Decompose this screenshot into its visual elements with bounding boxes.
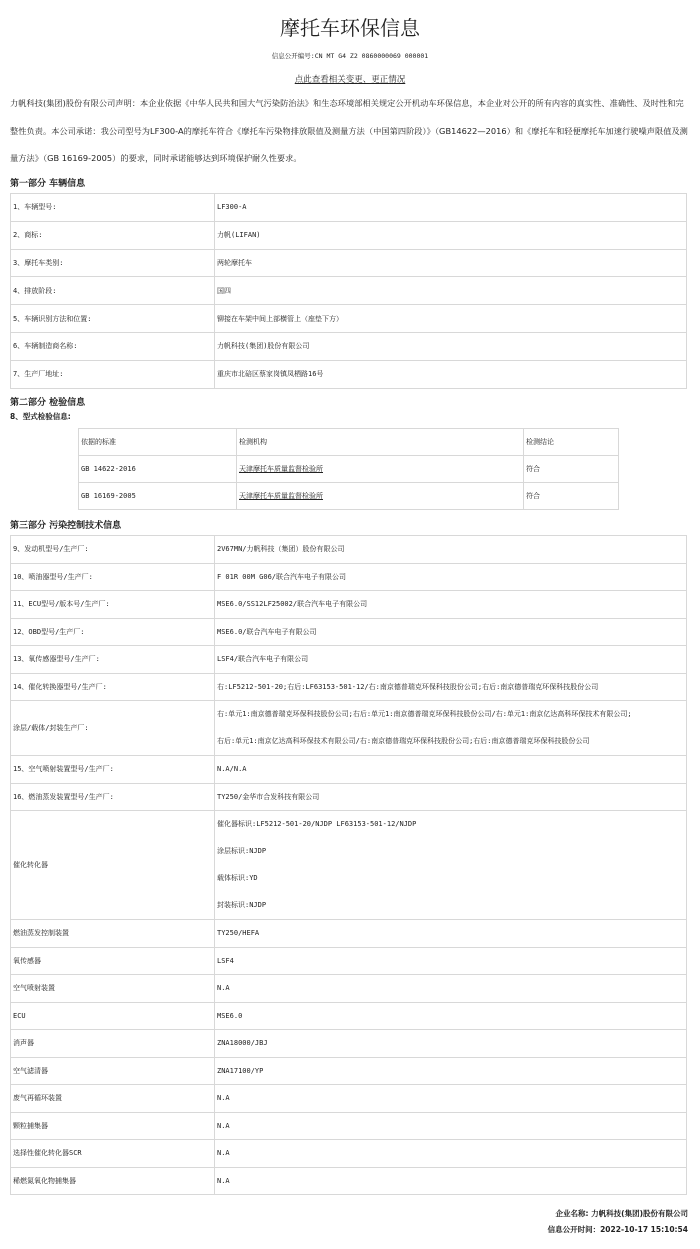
row-label: 空气喷射装置 [11,975,215,1003]
row-label: 7、生产厂地址: [11,360,215,388]
row-label: 14、催化转换器型号/生产厂: [11,673,215,701]
standard-cell: GB 14622-2016 [79,456,237,483]
row-label: 氧传感器 [11,947,215,975]
table-row [11,1085,687,1113]
row-value: 力帆科技(集团)股份有限公司 [215,332,687,360]
table-row [11,221,687,249]
row-value: 铆接在车架中间上部横管上（座垫下方） [215,305,687,333]
info-number: 信息公开编号:CN MT G4 Z2 0860000069 000001 [271,52,429,60]
row-value: TY250/金华市合发科技有限公司 [215,783,687,811]
row-value [215,701,687,756]
table-row [11,947,687,975]
row-value: MSE6.0 [215,1002,687,1030]
row-value: LSF4 [215,947,687,975]
row-value: LSF4/联合汽车电子有限公司 [215,646,687,674]
table-row [11,1140,687,1168]
table-row [11,975,687,1003]
table-row [11,277,687,305]
table-row [11,563,687,591]
value-line: 右:单元1:南京德普瑞克环保科技股份公司;右后:单元1:南京德普瑞克环保科技股份公司/右:单元1:南京亿达高科环保技术有限公司; [217,710,632,718]
company-name: 企业名称: 力帆科技(集团)股份有限公司 [555,1209,688,1218]
table-row [79,483,619,510]
row-value: ZNA18000/JBJ [215,1030,687,1058]
row-label: 12、OBD型号/生产厂: [11,618,215,646]
table-row [11,305,687,333]
agency-cell [237,483,524,510]
row-label: 选择性催化转化器SCR [11,1140,215,1168]
row-label: 9、发动机型号/生产厂: [11,536,215,564]
row-value: N.A/N.A [215,756,687,784]
value-line: 封装标识:NJDP [217,901,267,909]
result-cell: 符合 [524,456,619,483]
pollution-control-table [10,535,687,1195]
row-label: 16、燃油蒸发装置型号/生产厂: [11,783,215,811]
table-row [11,756,687,784]
changes-link[interactable]: 点此查看相关变更、更正情况 [294,75,406,85]
table-row [11,1057,687,1085]
row-value: N.A [215,1167,687,1195]
part1-heading: 第一部分 车辆信息 [10,179,86,189]
table-row [11,783,687,811]
table-row [11,1167,687,1195]
table-row [11,618,687,646]
standard-cell: GB 16169-2005 [79,483,237,510]
value-line: 载体标识:YD [217,874,258,882]
declaration-statement: 力帆科技(集团)股份有限公司声明：本企业依据《中华人民共和国大气污染防治法》和生态环境部相关规定公开机动车环保信息，本企业对公开的所有内容的真实性、准确性、及时性和完整性负责。本公司承诺：我公司型号为LF300-A的摩托车符合《摩托车污染物排放限值及测量方法（中国第四阶段）》（GB14622—2016）和《摩托车和轻便摩托车加速行驶噪声限值及测量方法》（GB 16169-2005）的要求，同时承诺能够达到环境保护耐久性要求。 [10,98,688,163]
page-title: 摩托车环保信息 [280,16,420,40]
agency-cell [237,456,524,483]
publish-time: 信息公开时间：2022-10-17 15:10:54 [547,1225,688,1234]
row-label: 6、车辆制造商名称: [11,332,215,360]
table-row [11,1030,687,1058]
row-label: 稀燃氮氧化物捕集器 [11,1167,215,1195]
row-label: 11、ECU型号/版本号/生产厂: [11,591,215,619]
row-value: N.A [215,975,687,1003]
table-row [11,536,687,564]
row-label: 13、氧传感器型号/生产厂: [11,646,215,674]
row-value: TY250/HEFA [215,920,687,948]
col-header-standard: 依据的标准 [79,429,237,456]
value-line: 催化器标识:LF5212-501-20/NJDP LF63153-501-12/NJDP [217,820,417,828]
row-value: 国四 [215,277,687,305]
part2-heading: 第二部分 检验信息 [10,398,86,408]
row-value [215,811,687,920]
table-row [11,332,687,360]
table-row [11,673,687,701]
row-label: 消声器 [11,1030,215,1058]
row-value: LF300-A [215,194,687,222]
row-label: 10、喷油器型号/生产厂: [11,563,215,591]
row-value: ZNA17100/YP [215,1057,687,1085]
row-label: 燃油蒸发控制装置 [11,920,215,948]
row-label: 15、空气喷射装置型号/生产厂: [11,756,215,784]
col-header-agency: 检测机构 [237,429,524,456]
col-header-result: 检测结论 [524,429,619,456]
table-row [79,456,619,483]
result-cell: 符合 [524,483,619,510]
row-label: 2、商标: [11,221,215,249]
row-label: 空气滤清器 [11,1057,215,1085]
table-row [11,360,687,388]
table-row [11,194,687,222]
row-label: ECU [11,1002,215,1030]
row-value: N.A [215,1112,687,1140]
value-line: 右后:单元1:南京亿达高科环保技术有限公司/右:南京德普瑞克环保科技股份公司;右后:南京德普瑞克环保科技股份公司 [217,737,590,745]
part2-subheading: 8、型式检验信息: [10,412,71,421]
inspection-header-row [79,429,619,456]
row-label: 催化转化器 [11,811,215,920]
table-row [11,249,687,277]
row-label: 3、摩托车类别: [11,249,215,277]
vehicle-info-table [10,193,687,389]
row-label: 4、排放阶段: [11,277,215,305]
row-label: 1、车辆型号: [11,194,215,222]
inspection-table [78,428,619,510]
row-label: 涂层/载体/封装生产厂: [11,701,215,756]
table-row [11,920,687,948]
table-row [11,646,687,674]
row-value: 2V67MN/力帆科技（集团）股份有限公司 [215,536,687,564]
row-value: MSE6.0/联合汽车电子有限公司 [215,618,687,646]
row-value: 力帆(LIFAN) [215,221,687,249]
row-value: N.A [215,1140,687,1168]
value-line: 涂层标识:NJDP [217,847,267,855]
row-label: 颗粒捕集器 [11,1112,215,1140]
catalyst-row [11,811,687,920]
row-value: 重庆市北碚区蔡家岗镇凤栖路16号 [215,360,687,388]
row-label: 废气再循环装置 [11,1085,215,1113]
part3-heading: 第三部分 污染控制技术信息 [10,521,122,531]
coating-row [11,701,687,756]
changes-link-row [0,73,700,85]
row-value: MSE6.0/SS12LF25002/联合汽车电子有限公司 [215,591,687,619]
row-value: N.A [215,1085,687,1113]
table-row [11,1112,687,1140]
agency-link[interactable]: 天津摩托车质量监督检验所 [239,465,323,473]
row-value: 右:LF5212-501-20;右后:LF63153-501-12/右:南京德普瑞克环保科技股份公司;右后:南京德普瑞克环保科技股份公司 [215,673,687,701]
table-row [11,1002,687,1030]
table-row [11,591,687,619]
row-value: F 01R 00M G06/联合汽车电子有限公司 [215,563,687,591]
row-label: 5、车辆识别方法和位置: [11,305,215,333]
agency-link[interactable]: 天津摩托车质量监督检验所 [239,492,323,500]
row-value: 两轮摩托车 [215,249,687,277]
